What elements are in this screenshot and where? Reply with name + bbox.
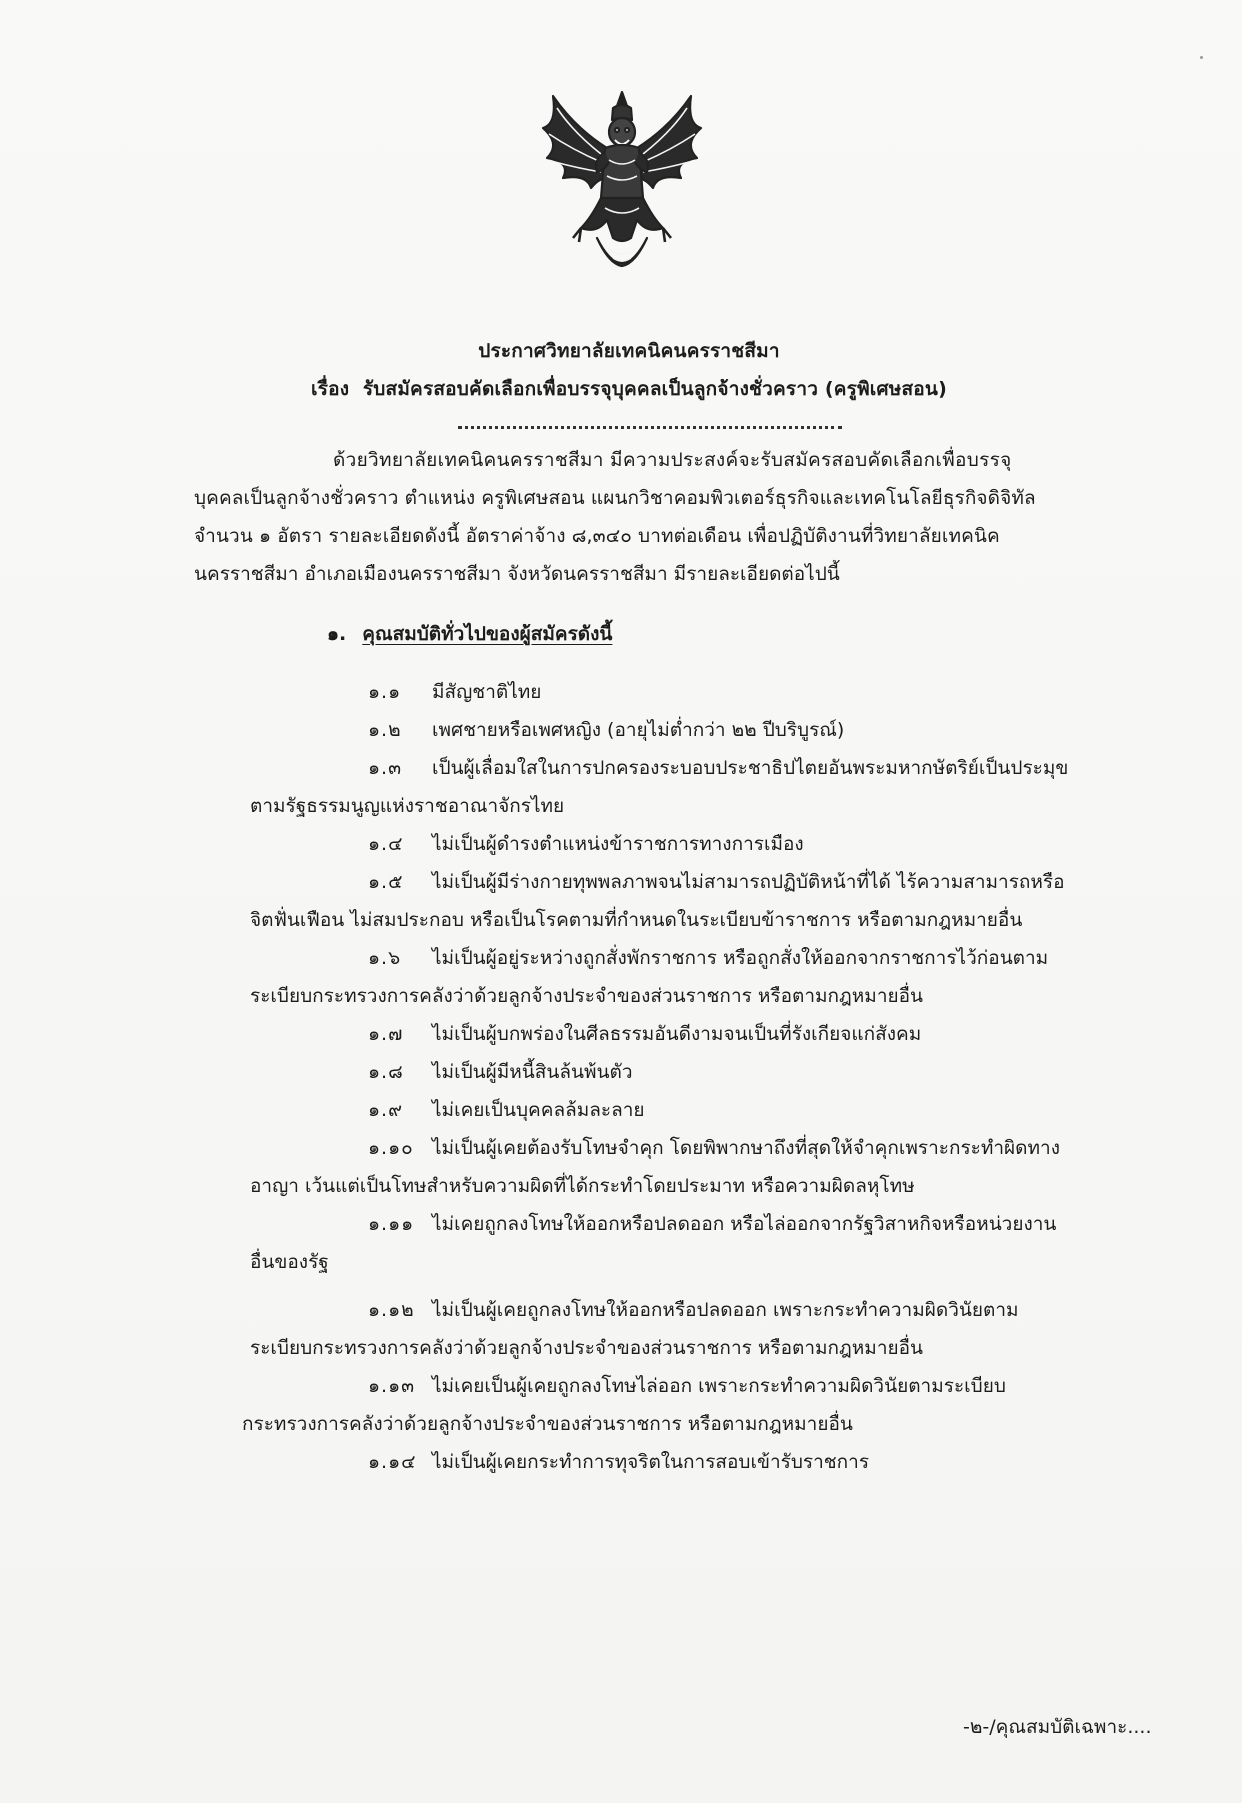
list-item [368,1133,1060,1163]
item-number: ๑.๙ [368,1099,404,1121]
section-number: ๑. [327,623,347,645]
subject-prefix: เรื่อง [311,378,350,400]
item-continuation: อาญา เว้นแต่เป็นโทษสำหรับความผิดที่ได้กระทำโดยประมาท หรือความผิดลหุโทษ [250,1175,915,1197]
item-number: ๑.๒ [368,719,402,741]
list-item [368,1019,921,1049]
item-number: ๑.๑๔ [368,1451,417,1473]
item-continuation: กระทรวงการคลังว่าด้วยลูกจ้างประจำของส่วนราชการ หรือตามกฎหมายอื่น [242,1413,853,1435]
list-item [368,867,1065,897]
list-item [368,753,1068,783]
page-continuation-note: -๒-/คุณสมบัติเฉพาะ.... [963,1716,1152,1738]
paper-speck [1200,56,1203,59]
item-text: ไม่เป็นผู้เคยต้องรับโทษจำคุก โดยพิพากษาถึงที่สุดให้จำคุกเพราะกระทำผิดทาง [432,1137,1060,1159]
intro-line-4: นครราชสีมา อำเภอเมืองนครราชสีมา จังหวัดนครราชสีมา มีรายละเอียดต่อไปนี้ [194,563,840,585]
list-item [368,943,1048,973]
item-number: ๑.๖ [368,947,402,969]
section-label: คุณสมบัติทั่วไปของผู้สมัครดังนี้ [362,623,613,645]
intro-line-3: จำนวน ๑ อัตรา รายละเอียดดังนี้ อัตราค่าจ้าง ๘,๓๔๐ บาทต่อเดือน เพื่อปฏิบัติงานที่วิทยาลัยเทคนิค [194,525,1000,547]
item-text: ไม่เป็นผู้บกพร่องในศีลธรรมอันดีงามจนเป็นที่รังเกียจแก่สังคม [432,1023,922,1045]
garuda-emblem-icon [535,88,710,288]
item-text: ไม่เคยเป็นบุคคลล้มละลาย [432,1099,645,1121]
item-text: มีสัญชาติไทย [432,681,542,703]
item-continuation: ตามรัฐธรรมนูญแห่งราชอาณาจักรไทย [250,795,565,817]
item-continuation: จิตฟั่นเฟือน ไม่สมประกอบ หรือเป็นโรคตามที่กำหนดในระเบียบข้าราชการ หรือตามกฎหมายอื่น [250,909,1023,931]
item-continuation: ระเบียบกระทรวงการคลังว่าด้วยลูกจ้างประจำของส่วนราชการ หรือตามกฎหมายอื่น [250,985,924,1007]
item-number: ๑.๑๒ [368,1299,415,1321]
list-item [368,1371,1006,1401]
item-text: เพศชายหรือเพศหญิง (อายุไม่ต่ำกว่า ๒๒ ปีบริบูรณ์) [432,719,845,741]
item-number: ๑.๔ [368,833,404,855]
item-text: ไม่เคยถูกลงโทษให้ออกหรือปลดออก หรือไล่ออกจากรัฐวิสาหกิจหรือหน่วยงาน [432,1213,1057,1235]
item-continuation: ระเบียบกระทรวงการคลังว่าด้วยลูกจ้างประจำของส่วนราชการ หรือตามกฎหมายอื่น [250,1337,924,1359]
list-item [368,1447,869,1477]
intro-line-2: บุคคลเป็นลูกจ้างชั่วคราว ตำแหน่ง ครูพิเศษสอน แผนกวิชาคอมพิวเตอร์ธุรกิจและเทคโนโลยีธุรกิจดิจิทัล [194,487,1036,509]
document-subject [8,374,1242,404]
list-item [368,1209,1056,1239]
item-number: ๑.๗ [368,1023,404,1045]
item-number: ๑.๑ [368,681,402,703]
section-1-heading [327,619,612,649]
list-item [368,715,844,745]
list-item [368,1095,645,1125]
list-item [368,1295,1019,1325]
item-continuation: อื่นของรัฐ [250,1251,329,1273]
intro-line-1: ด้วยวิทยาลัยเทคนิคนครราชสีมา มีความประสงค์จะรับสมัครสอบคัดเลือกเพื่อบรรจุ [333,449,1012,471]
item-text: ไม่เป็นผู้มีหนี้สินล้นพ้นตัว [432,1061,633,1083]
item-text: ไม่เป็นผู้เคยกระทำการทุจริตในการสอบเข้ารับราชการ [432,1451,870,1473]
dotted-divider [458,416,842,429]
item-number: ๑.๑๓ [368,1375,416,1397]
item-text: ไม่เป็นผู้อยู่ระหว่างถูกสั่งพักราชการ หรือถูกสั่งให้ออกจากราชการไว้ก่อนตาม [432,947,1049,969]
item-number: ๑.๘ [368,1061,404,1083]
list-item [368,1057,633,1087]
item-number: ๑.๑๐ [368,1137,414,1159]
item-number: ๑.๑๑ [368,1213,415,1235]
list-item [368,677,541,707]
item-text: ไม่เป็นผู้มีร่างกายทุพพลภาพจนไม่สามารถปฏิบัติหน้าที่ได้ ไร้ความสามารถหรือ [432,871,1065,893]
document-title: ประกาศวิทยาลัยเทคนิคนครราชสีมา [478,340,780,362]
item-number: ๑.๓ [368,757,403,779]
subject-text: รับสมัครสอบคัดเลือกเพื่อบรรจุบุคคลเป็นลูกจ้างชั่วคราว (ครูพิเศษสอน) [362,378,947,400]
item-text: ไม่เป็นผู้เคยถูกลงโทษให้ออกหรือปลดออก เพราะกระทำความผิดวินัยตาม [432,1299,1019,1321]
list-item [368,829,804,859]
item-text: เป็นผู้เลื่อมใสในการปกครองระบอบประชาธิปไตยอันพระมหากษัตริย์เป็นประมุข [432,757,1069,779]
item-text: ไม่เคยเป็นผู้เคยถูกลงโทษไล่ออก เพราะกระทำความผิดวินัยตามระเบียบ [432,1375,1006,1397]
item-text: ไม่เป็นผู้ดำรงตำแหน่งข้าราชการทางการเมือง [432,833,804,855]
item-number: ๑.๕ [368,871,404,893]
